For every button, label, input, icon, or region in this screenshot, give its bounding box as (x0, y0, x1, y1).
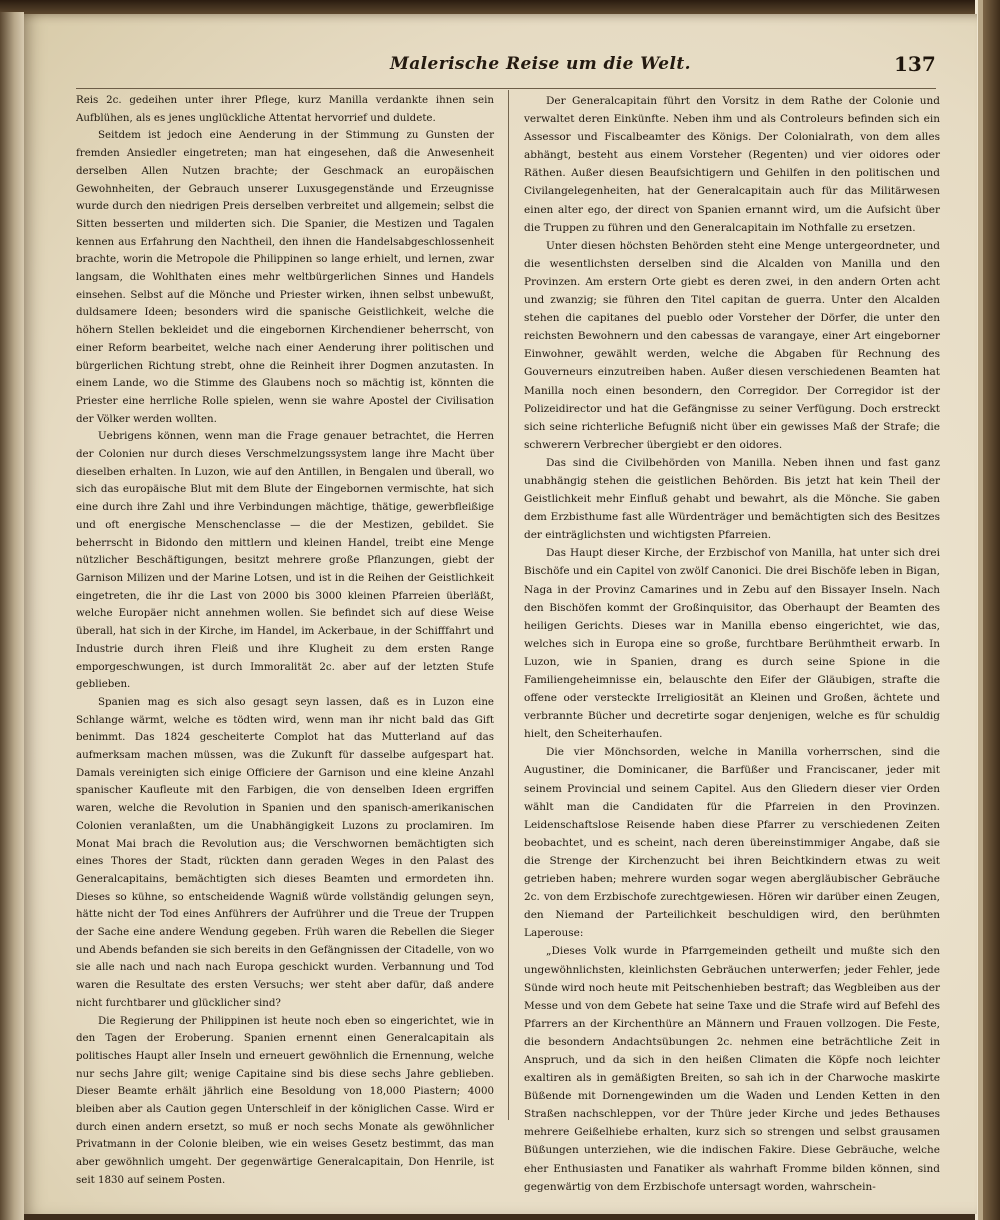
paragraph: Unter diesen höchsten Behörden steht eine Menge untergeordneter, und die wesentlichsten derselben sind die Alcalden von Manilla und den Provinzen. Am erstern Orte giebt es deren zwei, in den andern Orten acht und zwanzig; sie führen den Titel capitan de guerra. Unter den Alcalden stehen die capitanes del pueblo oder Vorsteher der Dörfer, die unter den reichsten Bewohnern und den cabessas de varangaye, einer Art eingeborner Einwohner, gewählt werden, welche die Abgaben für Rechnung des Gouverneurs einzutreiben haben. Außer diesen verschiedenen Beamten hat Manilla noch einen besondern, den Corregidor. Der Corregidor ist der Polizeidirector und hat die Gefängnisse zu seiner Verfügung. Doch erstreckt sich seine richterliche Befugniß nicht über ein gewisses Maß der Strafe; die schwerern Verbrecher übergiebt er den oidores. (524, 239, 940, 451)
paragraph: Das sind die Civilbehörden von Manilla. Neben ihnen und fast ganz unabhängig stehen die geistlichen Behörden. Bis jetzt hat kein Theil der Geistlichkeit mehr Einfluß gehabt und bewahrt, als die Mönche. Sie gaben dem Erzbisthume fast alle Würdenträger und bemächtigten sich des Besitzes der einträglichsten und wichtigsten Pfarreien. (524, 456, 940, 542)
left-column (76, 92, 494, 1190)
paragraph: Reis 2c. gedeihen unter ihrer Pflege, kurz Manilla verdankte ihnen sein Aufblühen, als es jenes unglückliche Attentat hervorrief und duldete. (76, 94, 494, 124)
book-page (24, 14, 977, 1214)
quotation-paragraph: „Dieses Volk wurde in Pfarrgemeinden getheilt und mußte sich den ungewöhnlichsten, kleinlichsten Gebräuchen unterwerfen; jeder Fehler, jede Sünde wird noch heute mit Peitschenhieben bestraft; das Wegbleiben aus der Messe und von dem Gebete hat seine Taxe und die Strafe wird auf Befehl des Pfarrers an der Kirchenthüre an Männern und Frauen vollzogen. Die Feste, die besondern Andachtsübungen 2c. nehmen eine beträchtliche Zeit in Anspruch, und da sich in den heißen Climaten die Köpfe noch leichter exaltiren als in gemäßigten Breiten, so sah ich in der Charwoche maskirte Büßende mit Dornengewinden um die Waden und Lenden Ketten in den Straßen nachschleppen, vor der Thüre jeder Kirche und jedes Bethauses mehrere Geißelhiebe erhalten, kurz sich so strengen und selbst grausamen Büßungen unterziehen, wie die indischen Fakire. Diese Gebräuche, welche eher Enthusiasten und Fanatiker als wahrhaft Fromme bilden können, sind gegenwärtig von dem Erzbischofe untersagt worden, wahrschein- (524, 945, 940, 1193)
previous-page-edge (0, 12, 24, 1220)
paragraph: Das Haupt dieser Kirche, der Erzbischof von Manilla, hat unter sich drei Bischöfe und ein Capitel von zwölf Canonici. Die drei Bischöfe leben in Bigan, Naga in der Provinz Camarines und in Zebu auf den Bissayer Inseln. Nach den Bischöfen kommt der Großinquisitor, das Oberhaupt der Beamten des heiligen Gerichts. Dieses war in Manilla ebenso eingerichtet, wie das, welches sich in Europa eine so große, furchtbare Berühmtheit erwarb. In Luzon, wie in Spanien, drang es durch seine Spione in die Familiengeheimnisse ein, belauschte den Eifer der Gläubigen, strafte die offene oder versteckte Irreligiosität an Kleinen und Großen, ächtete und verbrannte Bücher und decretirte sogar denjenigen, welche es für schuldig hielt, den Scheiterhaufen. (524, 547, 940, 741)
paragraph: Spanien mag es sich also gesagt seyn lassen, daß es in Luzon eine Schlange wärmt, welche es tödten wird, wenn man ihr nicht bald das Gift benimmt. Das 1824 gescheiterte Complot hat das Mutterland auf das aufmerksam machen müssen, was die Zukunft für dasselbe aufgespart hat. Damals vereinigten sich einige Officiere der Garnison und eine kleine Anzahl spanischer Kaufleute mit den Farbigen, die von denselben Ideen ergriffen waren, welche die Revolution in Spanien und den spanisch-amerikanischen Colonien veranlaßten, um die Unabhängigkeit Luzons zu proclamiren. Im Monat Mai brach die Revolution aus; die Verschwornen bemächtigten sich eines Thores der Stadt, rückten dann geraden Weges in den Palast des Generalcapitains, bemächtigten sich dieses Beamten und ermordeten ihn. Dieses so kühne, so entscheidende Wagniß würde vollständig gelungen seyn, hätte nicht der Tod eines Anführers der Aufrührer und die Treue der Truppen der Sache eine andere Wendung gegeben. Früh waren die Rebellen die Sieger und Abends befanden sie sich bereits in den Gefängnissen der Citadelle, von wo sie alle nach und nach nach Europa geschickt wurden. Verbannung und Tod waren die Resultate des ersten Versuchs; wer steht aber dafür, daß andere nicht furchtbarer und glücklicher sind? (76, 695, 494, 1009)
scan-right-edge (975, 0, 1000, 1220)
right-column (524, 92, 940, 1196)
paragraph: Die vier Mönchsorden, welche in Manilla vorherrschen, sind die Augustiner, die Dominicaner, die Barfüßer und Franciscaner, jeder mit seinem Provincial und seinem Capitel. Aus den Gliedern dieser vier Orden wählt man die Candidaten für die Pfarreien in den Provinzen. Leidenschaftslose Reisende haben diese Pfarrer zu verschiedenen Zeiten beobachtet, und es scheint, nach deren übereinstimmiger Angabe, daß sie die Strenge der Kirchenzucht bei ihren Beichtkindern etwas zu weit getrieben haben; mehrere wurden sogar wegen abergläubischer Gebräuche 2c. von dem Erzbischofe zurechtgewiesen. Hören wir darüber einen Zeugen, den Niemand der Parteilichkeit beschuldigen wird, den berühmten Laperouse: (524, 746, 940, 940)
header-rule (76, 88, 936, 89)
paragraph: Uebrigens können, wenn man die Frage genauer betrachtet, die Herren der Colonien nur durch dieses Verschmelzungssystem lange ihre Macht über dieselben erhalten. In Luzon, wie auf den Antillen, in Bengalen und überall, wo sich das europäische Blut mit dem Blute der Eingebornen vermischte, hat sich eine durch ihre Zahl und ihre Verbindungen mächtige, thätige, gewerbfleißige und oft energische Menschenclasse — die der Mestizen, gebildet. Sie beherrscht in Bidondo den mittlern und kleinen Handel, treibt eine Menge nützlicher Beschäftigungen, besitzt mehrere große Pflanzungen, giebt der Garnison Milizen und der Marine Lotsen, und ist in die Reihen der Geistlichkeit eingetreten, die ihr die Last von 2000 bis 3000 kleinen Pfarreien überläßt, welche Europäer nicht annehmen wollen. Sie befindet sich auf diese Weise überall, hat sich in der Kirche, im Handel, im Ackerbaue, in der Schifffahrt und Industrie durch ihren Fleiß und ihre Klugheit zu dem ersten Range emporgeschwungen, ist durch Immoralität 2c. aber auf der letzten Stufe geblieben. (76, 430, 494, 691)
page-number: 137 (894, 52, 936, 76)
running-title: Malerische Reise um die Welt. (390, 54, 691, 74)
paragraph: Seitdem ist jedoch eine Aenderung in der Stimmung zu Gunsten der fremden Ansiedler eingetreten; man hat eingesehen, daß die Anwesenheit derselben Allen Nutzen brachte; der Geschmack an europäischen Gewohnheiten, der Gebrauch unserer Luxusgegenstände und Erzeugnisse wurde durch den niedrigen Preis derselben verbreitet und allgemein; selbst die Sitten besserten und milderten sich. Die Spanier, die Mestizen und Tagalen kennen aus Erfahrung den Nachtheil, den ihnen die Handelsabgeschlossenheit brachte, worin die Metropole die Philippinen so lange erhielt, und lernen, zwar langsam, die Wohlthaten eines mehr weltbürgerlichen Sinnes und Handels einsehen. Selbst auf die Mönche und Priester wirken, ihnen selbst unbewußt, duldsamere Ideen; besonders wird die spanische Geistlichkeit, welche die höhern Stellen bekleidet und die eingebornen Kirchendiener beherrscht, von einer Reform bearbeitet, welche nach einer Aenderung ihrer politischen und bürgerlichen Richtung strebt, ohne die Reinheit ihrer Dogmen anzutasten. In einem Lande, wo die Stimme des Glaubens noch so mächtig ist, könnten die Priester eine herrliche Rolle spielen, wenn sie wahre Apostel der Civilisation der Völker werden wollten. (76, 129, 494, 425)
paragraph: Die Regierung der Philippinen ist heute noch eben so eingerichtet, wie in den Tagen der Eroberung. Spanien ernennt einen Generalcapitain als politisches Haupt aller Inseln und erneuert gewöhnlich die Ernennung, welche nur sechs Jahre gilt; wenige Capitaine sind bis diese sechs Jahre geblieben. Dieser Beamte erhält jährlich eine Besoldung von 18,000 Piastern; 4000 bleiben aber als Caution gegen Unterschleif in der königlichen Casse. Wird er durch einen andern ersetzt, so muß er noch sechs Monate als gewöhnlicher Privatmann in der Colonie bleiben, wie ein weises Gesetz bestimmt, das man aber gewöhnlich umgeht. Der gegenwärtige Generalcapitain, Don Henrile, ist seit 1830 auf seinem Posten. (76, 1014, 494, 1186)
page-header (24, 52, 977, 82)
paragraph: Der Generalcapitain führt den Vorsitz in dem Rathe der Colonie und verwaltet deren Einkünfte. Neben ihm und als Controleurs befinden sich ein Assessor und Fiscalbeamter des Königs. Der Colonialrath, von dem alles abhängt, besteht aus einem Vorsteher (Regenten) und vier oidores oder Räthen. Außer diesen Beaufsichtigern und Gehilfen in den politischen und Civilangelegenheiten, hat der Generalcapitain auch für das Militärwesen einen alter ego, der direct von Spanien ernannt wird, um die Aufsicht über die Truppen zu führen und den Generalcapitain im Nothfalle zu ersetzen. (524, 95, 940, 234)
column-divider (508, 90, 509, 1120)
